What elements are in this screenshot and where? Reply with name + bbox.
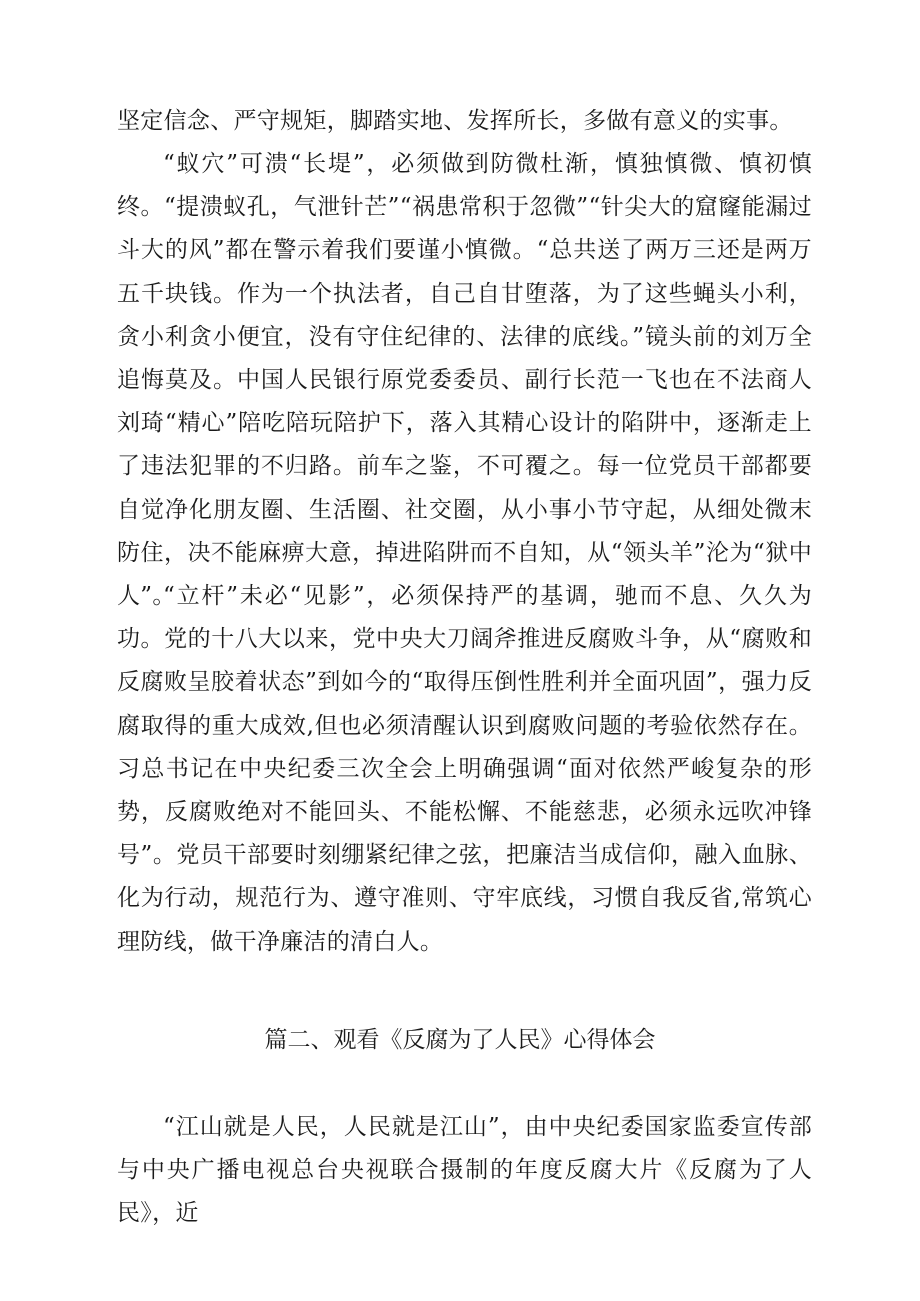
- paragraph-continuation: 坚定信念、严守规矩，脚踏实地、发挥所长，多做有意义的实事。: [117, 108, 793, 134]
- section-heading: 篇二、观看《反腐为了人民》心得体会: [264, 1027, 656, 1053]
- paragraph-ant-hole: “蚁穴”可溃“长堤”，必须做到防微杜渐，慎独慎微、慎初慎终。“提溃蚁孔，气泄针芒”“祸患常积于忽微”“针尖大的窟窿能漏过斗大的风”都在警示着我们要谨小慎微。“总共送了两万三还是两万五千块钱。作为一个执法者，自己自甘堕落，为了这些蝇头小利，贪小利贪小便宜，没有守住纪律的、法律的底线。”镜头前的刘万全追悔莫及。中国人民银行原党委委员、副行长范一飞也在不法商人刘琦“精心”陪吃陪玩陪护下，落入其精心设计的陷阱中，逐渐走上了违法犯罪的不归路。前车之鉴，不可覆之。每一位党员干部都要自觉净化朋友圈、生活圈、社交圈，从小事小节守起，从细处微末防住，决不能麻痹大意，掉进陷阱而不自知，从“领头羊”沦为“狱中人”。: [117, 151, 812, 610]
- paragraph-section-intro: “江山就是人民，人民就是江山”，由中央纪委国家监委宣传部与中央广播电视总台央视联合摄制的年度反腐大片《反腐为了人民》，近: [117, 1114, 812, 1227]
- paragraph-strict-tone: “立杆”未必“见影”，必须保持严的基调，驰而不息、久久为功。党的十八大以来，党中央大刀阔斧推进反腐败斗争，从“腐败和反腐败呈胶着状态”到如今的“取得压倒性胜利并全面巩固”，强力反腐取得的重大成效,但也必须清醒认识到腐败问题的考验依然存在。习总书记在中央纪委三次全会上明确强调“面对依然严峻复杂的形势，反腐败绝对不能回头、不能松懈、不能慈悲，必须永远吹冲锋号”。党员干部要时刻绷紧纪律之弦，把廉洁当成信仰，融入血脉、化为行动，规范行为、遵守准则、守牢底线，习惯自我反省,常筑心理防线，做干净廉洁的清白人。: [117, 583, 812, 955]
